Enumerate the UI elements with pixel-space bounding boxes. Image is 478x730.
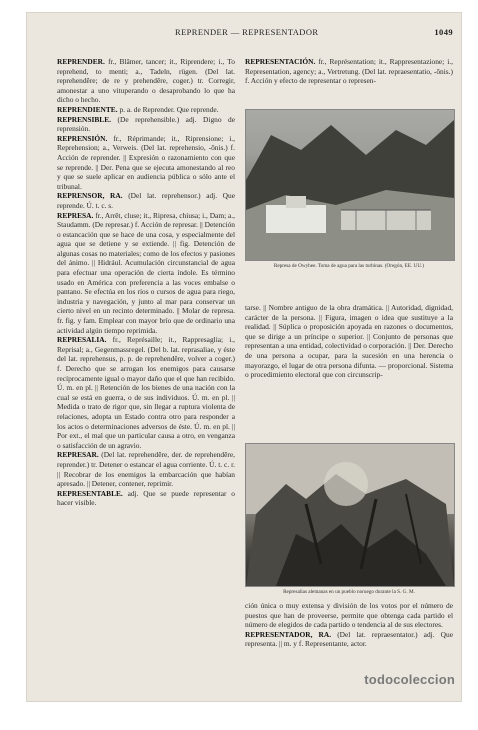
- entry-headword: REPRESENTACIÓN.: [245, 57, 316, 66]
- photo-caption-reprisal: Represalias alemanas en un pueblo noruego durante la S. G. M.: [283, 589, 415, 595]
- entry-definition: fr., Arrêt, cluse; it., Ripresa, chiusa; i., Dam; a., Staudamm. (De represar.) f. Acción de represar. || Detención o estancación que se hace de una cosa, y especialmente del agua que se detiene y se extiende. || fig. Detención de algunas cosas no materiales; como de los efectos y pasiones del ánimo. || Hidrául. Acumulación circunstancial de agua para efectuar una operación de cierta índole. Es término usado en América con preferencia a las voces embalse o pantano. Se efectúa en los ríos o cursos de agua para riego, industria y navegación, y junto al mar para conservar un cierto nivel en un recinto determinado. || Molar de represa. fr. fig. y fam. Emplear con mayor brío que de ordinario una actividad algún tiempo reprimida.: [57, 210, 235, 335]
- header-title: REPRENDER — REPRESENTADOR: [175, 27, 319, 37]
- entry-definition: ción única o muy extensa y división de los votos por el número de puestos que han de proveerse, permite que obtenga cada partido el número de elegidos de cada partido o tendencia al de sus electores.: [245, 601, 453, 630]
- entry-headword: REPRENDER.: [57, 57, 105, 66]
- dictionary-entry: [245, 57, 453, 86]
- entry-definition: (Del lat. reprehensor.) adj. Que reprende. Ú. t. c. s.: [57, 191, 235, 210]
- reprisal-photo: [245, 443, 455, 587]
- entry-headword: REPRESENTADOR, RA.: [245, 629, 332, 639]
- dictionary-entry: [245, 303, 453, 380]
- entry-definition: (Del lat. repraesentator.) adj. Que representa. || m. y f. Representante, actor.: [245, 629, 453, 649]
- entry-definition: (De reprehensible.) adj. Digno de reprensión.: [57, 114, 235, 134]
- right-column-top: [245, 57, 453, 86]
- dictionary-entry: [57, 134, 235, 192]
- dictionary-entry: [57, 191, 235, 210]
- entry-headword: REPRENSIBLE.: [57, 114, 112, 124]
- dictionary-entry: [57, 57, 235, 105]
- dictionary-entry: [57, 105, 235, 115]
- entry-headword: REPRENSIÓN.: [57, 133, 108, 143]
- dictionary-entry: [57, 115, 235, 134]
- entry-definition: adj. Que se puede representar o hacer visible.: [57, 488, 235, 508]
- page-number: 1049: [434, 27, 453, 37]
- dictionary-page: [26, 12, 462, 702]
- entry-definition: (Del lat. reprehendĕre, der. de reprehendĕre, reprender.) tr. Detener o estancar el agua corriente. Ú. t. c. r. || Recobrar de los enemigos la embarcación que habían apresado. || Detener, contener, reprimir.: [57, 450, 235, 489]
- ruins-illustration: [246, 444, 454, 586]
- photo-caption-dam: Represa de Owyhee. Toma de agua para las turbinas. (Oregón, EE. UU.): [273, 263, 425, 269]
- right-column-bottom: [245, 601, 453, 649]
- entry-headword: REPRESAR.: [57, 450, 99, 460]
- entry-headword: REPRESENTABLE.: [57, 488, 123, 498]
- entry-definition: p. a. de Reprender. Que reprende.: [119, 104, 219, 114]
- entry-headword: REPRENDIENTE.: [57, 104, 118, 114]
- entry-headword: REPRENSOR, RA.: [57, 191, 123, 201]
- dictionary-entry: [57, 450, 235, 488]
- entry-headword: REPRESA.: [57, 210, 94, 220]
- entry-definition: fr., Réprimande; it., Riprensione; i., Reprehension; a., Verweis. (Del lat. reprehensio, -ōnis.) f. Acción de reprender. || Expresión o razonamiento con que se reprende. || Der. Pena que se ejecuta amonestando al reo y que se suele aplicar en audiencia pública o sólo ante el tribunal.: [57, 133, 235, 191]
- left-column: [57, 57, 235, 508]
- dictionary-entry: [57, 489, 235, 508]
- dictionary-entry: [245, 630, 453, 649]
- right-column-mid: [245, 303, 453, 380]
- dictionary-entry: [57, 211, 235, 336]
- entry-definition: fr., Représaille; it., Rappresaglia; i., Reprisal; a., Gegenmassregel. (Del b. lat. reprasaliae, y éste del lat. reprehensus, p. p. de reprehendĕre, volver a coger.) f. Derecho que se arrogan los enemigos para causarse recíprocamente igual o mayor daño que el que han recibido. Ú. m. en pl. || Retención de los bienes de una nación con la cual se está en guerra, o de sus individuos. Ú. m. en pl. || Medida o trato de rigor que, sin llegar a ruptura violenta de relaciones, adopta un Estado contra otro para responder a los actos o determinaciones adversos de éste. Ú. m. en pl. || Por ext., el mal que un particular causa a otro, en venganza o satisfacción de un agravio.: [57, 335, 235, 450]
- entry-definition: fr., Représentation; it., Rappresentazione; i., Representation, agency; a., Vertretung. (Del lat. repraesentatio, -ōnis.) f. Acción y efecto de representar o represen-: [245, 57, 453, 86]
- dam-photo: [245, 109, 455, 261]
- entry-headword: REPRESALIA.: [57, 335, 107, 345]
- dictionary-entry: [57, 335, 235, 450]
- dictionary-entry: [245, 601, 453, 630]
- watermark-logo: todocoleccion: [364, 672, 455, 687]
- dam-illustration: [246, 110, 454, 260]
- entry-definition: tarse. || Nombre antiguo de la obra dramática. || Autoridad, dignidad, carácter de la persona. || Figura, imagen o idea que sustituye a la realidad. || Súplica o proposición apoyada en razones o documentos, que se dirige a un príncipe o superior. || Conjunto de personas que representan a una entidad, colectividad o corporación. || Der. Derecho de una persona a ocupar, para la sucesión en una herencia o mayorazgo, el lugar de otra persona difunta. — proporcional. Sistema o procedimiento electoral que con circunscrip-: [245, 303, 453, 380]
- entry-definition: fr., Blâmer, tancer; it., Riprendere; i., To reprehend, to menti; a., Tadeln, rügen. (Del lat. reprehendĕre; de re y prehendĕre, coger.) tr. Corregir, amonestar a uno vituperando o desaprobando lo que ha dicho o hecho.: [57, 57, 235, 105]
